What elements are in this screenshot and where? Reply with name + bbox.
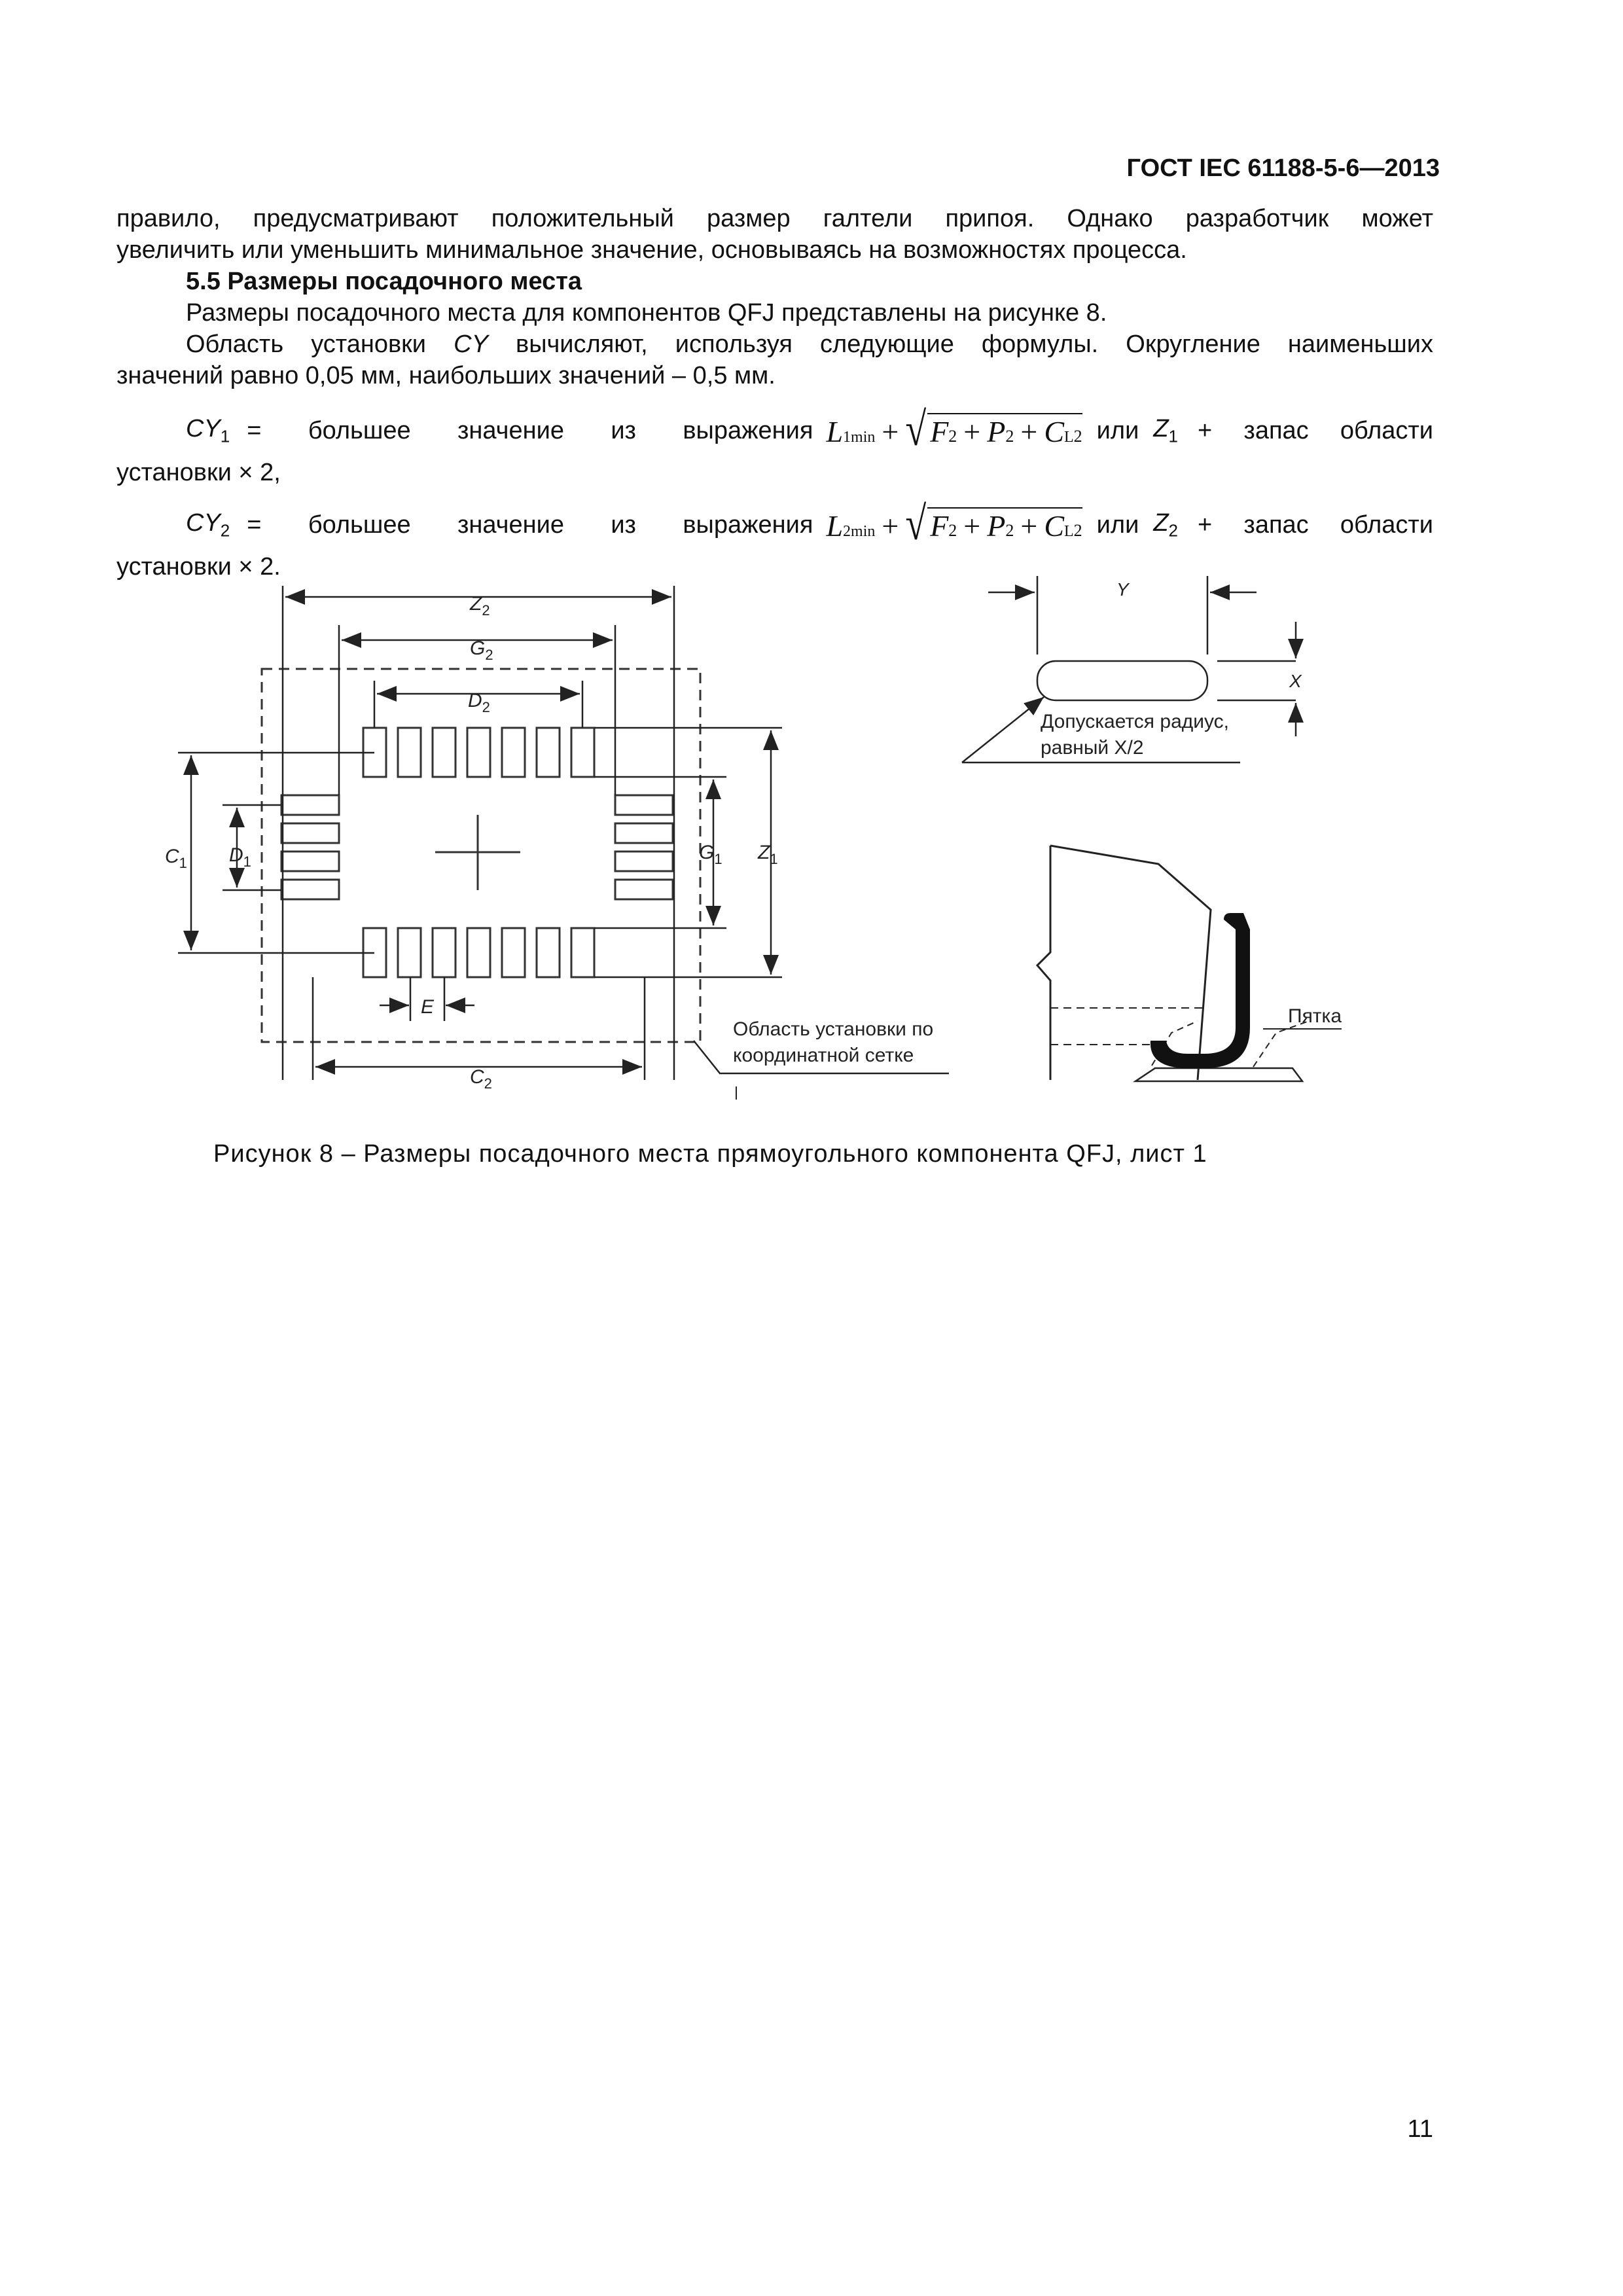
formula-text: = большее значение из выражения [247, 416, 813, 444]
radius-leader [962, 697, 1044, 762]
radius-note: Допускается радиус, [1041, 711, 1230, 732]
figure-caption: Рисунок 8 – Размеры посадочного места прямоугольного компонента QFJ, лист 1 [213, 1140, 1207, 1168]
label-c2: $C_2$ [470, 1066, 492, 1092]
pad [502, 728, 525, 777]
formula-or: или [1096, 511, 1139, 539]
formula-lhs: $CY_1$ [186, 414, 230, 446]
label-d2: $D_2$ [468, 690, 490, 715]
paragraph-line: Размеры посадочного места для компонентов QFJ представлены на рисунке 8. [186, 299, 1107, 327]
label-z1: $Z_1$ [758, 842, 778, 867]
pad [615, 823, 673, 843]
paragraph-line: увеличить или уменьшить минимальное значение, основываясь на возможностях процесса. [116, 236, 1187, 264]
symbol-cy: CY [454, 331, 488, 358]
courtyard-outline [262, 669, 700, 1042]
label-e: E [421, 996, 435, 1018]
label-z2: $Z_2$ [470, 593, 490, 619]
formula-z: $Z_2$ [1153, 509, 1178, 541]
courtyard-note: координатной сетке [733, 1045, 914, 1066]
pad [398, 728, 421, 777]
pad [571, 928, 594, 977]
qfj-land-pattern-figure [0, 0, 1623, 1126]
label-g1: $G_1$ [699, 842, 722, 867]
formula-z: $Z_1$ [1153, 414, 1178, 446]
paragraph-line: правило, предусматривают положительный размер галтели припоя. Однако разработчик может [116, 205, 1433, 232]
formula-lhs: $CY_2$ [186, 509, 230, 541]
label-d1: $D_1$ [229, 844, 251, 870]
text-fragment: Область установки [186, 331, 427, 358]
component-body [1037, 846, 1050, 1080]
text-fragment: вычисляют, используя следующие формулы. Округление наименьших [516, 331, 1433, 358]
courtyard-note: Область установки по [733, 1018, 934, 1040]
pad [615, 852, 673, 871]
pad [281, 823, 339, 843]
pad [433, 728, 455, 777]
radius-note: равный X/2 [1041, 737, 1144, 759]
formula-continuation: установки × 2. [116, 553, 281, 581]
solder-fillet [1135, 1068, 1302, 1081]
label-x: X [1289, 671, 1302, 691]
label-c1: $C_1$ [165, 846, 187, 871]
pad [571, 728, 594, 777]
pad [433, 928, 455, 977]
pad-detail [1037, 661, 1207, 700]
pad [398, 928, 421, 977]
pad [467, 928, 490, 977]
pad [467, 728, 490, 777]
formula-expression: L 1min + √ F 2 + P 2 + C L 2 [826, 402, 1082, 456]
pad [537, 928, 560, 977]
formula-text: = большее значение из выражения [247, 511, 813, 539]
section-heading: 5.5 Размеры посадочного места [186, 268, 582, 295]
heel-label: Пятка [1288, 1005, 1342, 1027]
page-number: 11 [1407, 2115, 1433, 2143]
label-g2: $G_2$ [470, 637, 493, 663]
formula-tail: + запас области [1198, 511, 1433, 539]
formula-continuation: установки × 2, [116, 459, 281, 486]
formula-tail: + запас области [1198, 416, 1433, 444]
pad [502, 928, 525, 977]
pad [281, 852, 339, 871]
formula-or: или [1096, 416, 1139, 444]
label-y: Y [1116, 579, 1129, 600]
pad [281, 880, 339, 899]
pad [615, 880, 673, 899]
formula-expression: L 2min + √ F 2 + P 2 + C L 2 [826, 496, 1082, 550]
paragraph-line: значений равно 0,05 мм, наибольших значений – 0,5 мм. [116, 362, 776, 389]
pad [615, 795, 673, 815]
pad [537, 728, 560, 777]
pad [281, 795, 339, 815]
document-id: ГОСТ IEC 61188-5-6—2013 [1126, 154, 1440, 182]
